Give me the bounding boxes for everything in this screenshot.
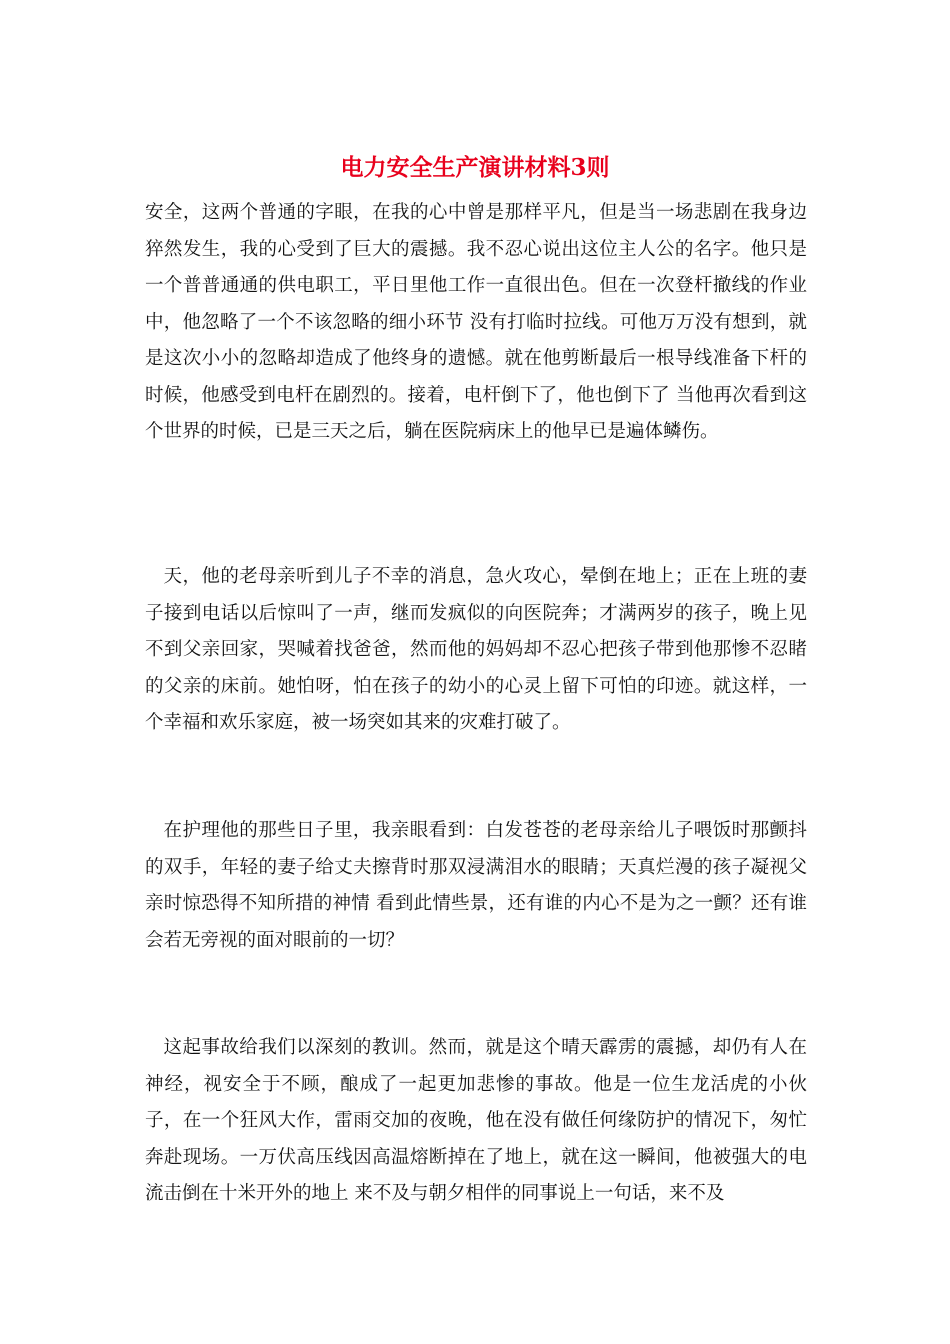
paragraph-1: 安全，这两个普通的字眼，在我的心中曾是那样平凡，但是当一场悲剧在我身边猝然发生，我的心受到了巨大的震撼。我不忍心说出这位主人公的名字。他只是一个普普通通的供电职工，平日里他工作一直很出色。但在一次登杆撤线的作业中，他忽略了一个不该忽略的细小环节 没有打临时拉线。可他万万没有想到，就是这次小小的忽略却造成了他终身的遗憾。就在他剪断最后一根导线准备下杆的时候，他感受到电杆在剧烈的。接着，电杆倒下了，他也倒下了 当他再次看到这个世界的时候，已是三天之后，躺在医院病床上的他早已是遍体鳞伤。	[145, 202, 807, 442]
paragraph-3: 在护理他的那些日子里，我亲眼看到：白发苍苍的老母亲给儿子喂饭时那颤抖的双手，年轻的妻子给丈夫擦背时那双浸满泪水的眼睛；天真烂漫的孩子凝视父亲时惊恐得不知所措的神情 看到此情些景，还有谁的内心不是为之一颤？还有谁会若无旁视的面对眼前的一切？	[145, 820, 807, 951]
paragraph-2: 天，他的老母亲听到儿子不幸的消息，急火攻心，晕倒在地上；正在上班的妻子接到电话以后惊叫了一声，继而发疯似的向医院奔；才满两岁的孩子，晚上见不到父亲回家，哭喊着找爸爸，然而他的妈妈却不忍心把孩子带到他那惨不忍睹的父亲的床前。她怕呀，怕在孩子的幼小的心灵上留下可怕的印迹。就这样，一个幸福和欢乐家庭，被一场突如其来的灾难打破了。	[145, 566, 807, 733]
paragraph-4: 这起事故给我们以深刻的教训。然而，就是这个晴天霹雳的震撼，却仍有人在神经，视安全于不顾，酿成了一起更加悲惨的事故。他是一位生龙活虎的小伙子，在一个狂风大作，雷雨交加的夜晚，他在没有做任何缘防护的情况下，匆忙奔赴现场。一万伏高压线因高温熔断掉在了地上，就在这一瞬间，他被强大的电流击倒在十米开外的地上 来不及与朝夕相伴的同事说上一句话，来不及	[145, 1037, 807, 1204]
document-title: 电力安全生产演讲材料3则	[340, 154, 610, 181]
